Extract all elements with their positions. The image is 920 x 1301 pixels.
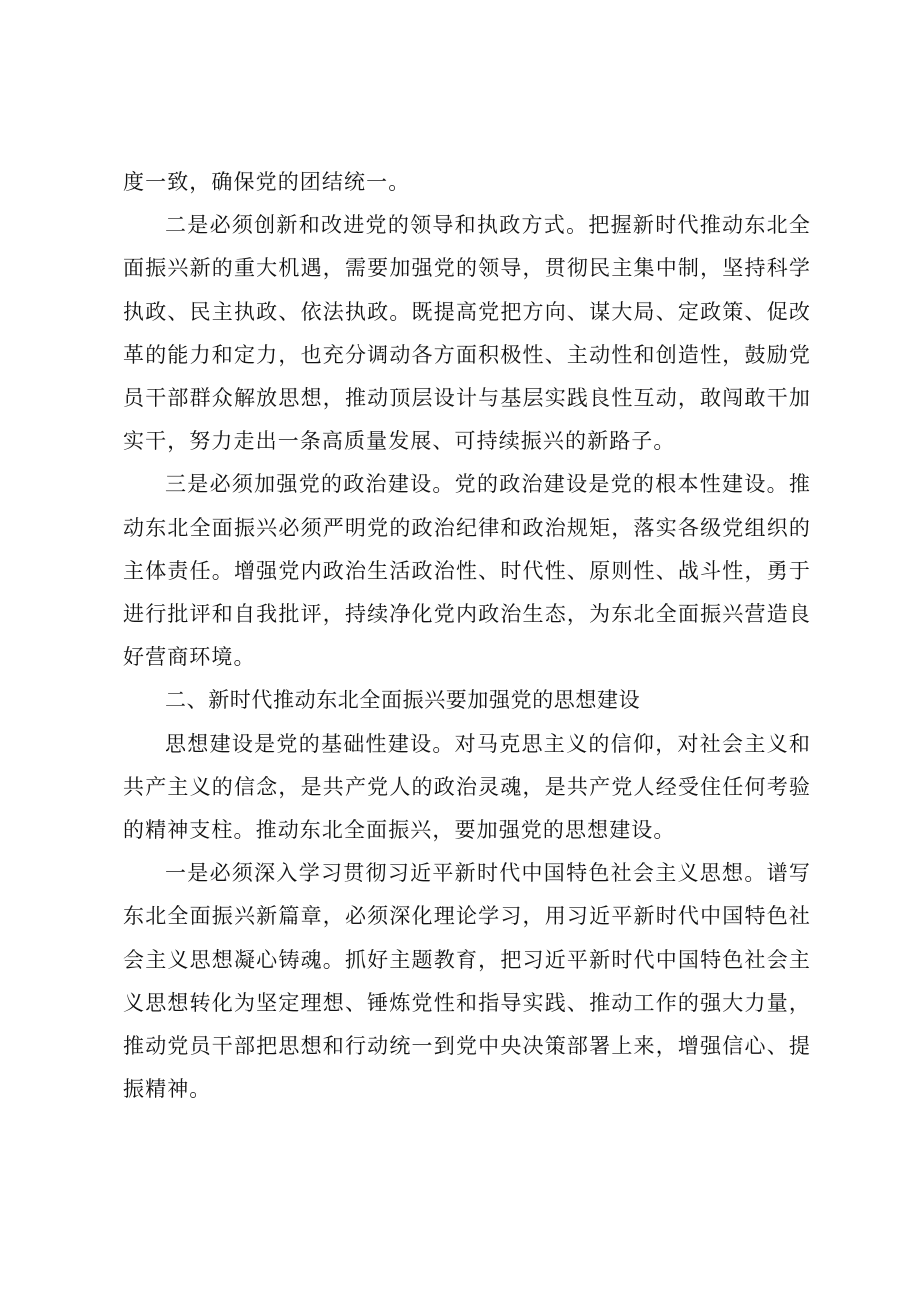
- paragraph-continuation: 度一致，确保党的团结统一。: [123, 170, 411, 194]
- section-heading-ideological-construction: 二、新时代推动东北全面振兴要加强党的思想建设: [165, 688, 641, 713]
- paragraph-ideology-foundation: 思想建设是党的基础性建设。对马克思主义的信仰，对社会主义和共产主义的信念，是共产党人的政治灵魂，是共产党人经受住任何考验的精神支柱。推动东北全面振兴，要加强党的思想建设。: [123, 731, 811, 843]
- paragraph-party-leadership-reform: 二是必须创新和改进党的领导和执政方式。把握新时代推动东北全面振兴新的重大机遇，需要加强党的领导，贯彻民主集中制，坚持科学执政、民主执政、依法执政。既提高党把方向、谋大局、定政策、促改革的能力和定力，也充分调动各方面积极性、主动性和创造性，鼓励党员干部群众解放思想，推动顶层设计与基层实践良性互动，敢闯敢干加实干，努力走出一条高质量发展、可持续振兴的新路子。: [123, 213, 811, 454]
- paragraph-political-construction: 三是必须加强党的政治建设。党的政治建设是党的根本性建设。推动东北全面振兴必须严明党的政治纪律和政治规矩，落实各级党组织的主体责任。增强党内政治生活政治性、时代性、原则性、战斗性，勇于进行批评和自我批评，持续净化党内政治生态，为东北全面振兴营造良好营商环境。: [123, 472, 811, 670]
- paragraph-study-thought: 一是必须深入学习贯彻习近平新时代中国特色社会主义思想。谱写东北全面振兴新篇章，必须深化理论学习，用习近平新时代中国特色社会主义思想凝心铸魂。抓好主题教育，把习近平新时代中国特色社会主义思想转化为坚定理想、锤炼党性和指导实践、推动工作的强大力量，推动党员干部把思想和行动统一到党中央决策部署上来，增强信心、提振精神。: [123, 861, 811, 1102]
- document-body: [123, 161, 811, 1111]
